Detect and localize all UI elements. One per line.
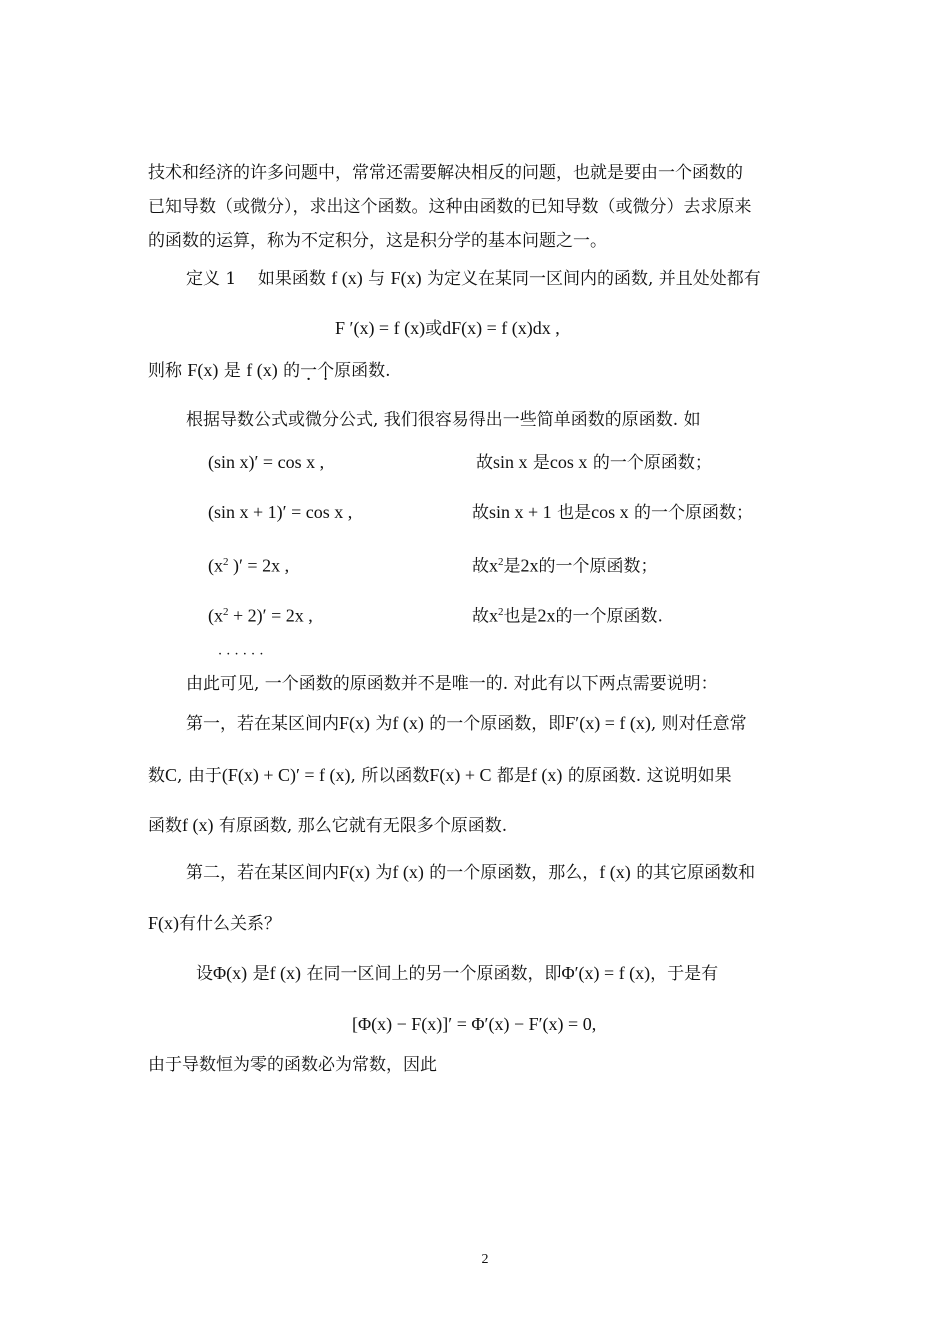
definition-conclusion: 则称 F(x) 是 f (x) 的一个原函数. bbox=[148, 360, 391, 381]
paragraph-thus: 由此可见, 一个函数的原函数并不是唯一的. 对此有以下两点需要说明： bbox=[186, 674, 718, 694]
example-4-left: $(x^2 + 2)' = 2x$ , bbox=[208, 605, 313, 626]
paragraph-intro-line2: 已知导数（或微分），求出这个函数。这种由函数的已知导数（或微分）去求原来 bbox=[148, 197, 752, 217]
example-2-left: (sin x + 1)′ = cos x , bbox=[208, 502, 353, 522]
difference-equation: [Φ(x) − F(x)]′ = Φ′(x) − F′(x) = 0, bbox=[352, 1014, 597, 1034]
paragraph-basis: 根据导数公式或微分公式, 我们很容易得出一些简单函数的原函数. 如 bbox=[186, 410, 701, 430]
paragraph-first-line3: 函数f (x) 有原函数, 那么它就有无限多个原函数. bbox=[148, 815, 508, 836]
paragraph-first-line2: 数C, 由于(F(x) + C)′ = f (x), 所以函数F(x) + C 都是f (x) 的原函数. 这说明如果 bbox=[148, 765, 732, 786]
paragraph-intro-line3: 的函数的运算，称为不定积分，这是积分学的基本问题之一。 bbox=[148, 231, 607, 251]
emphasis-char: 一 bbox=[300, 361, 318, 381]
example-2-right: 故sin x + 1 也是cos x 的一个原函数； bbox=[472, 502, 753, 523]
example-4-right: 故$x^2$也是2x的一个原函数. bbox=[472, 605, 663, 627]
example-3-right: 故$x^2$是2x的一个原函数； bbox=[472, 555, 658, 577]
example-3-left: ($x^2$ )′ = 2x , bbox=[208, 555, 290, 576]
paragraph-conclude: 由于导数恒为零的函数必为常数，因此 bbox=[148, 1055, 437, 1075]
definition-equation: F ′(x) = f (x)或dF(x) = f (x)dx , bbox=[335, 318, 560, 339]
emphasis-char: 个 bbox=[317, 361, 335, 381]
ellipsis: · · · · · · bbox=[218, 647, 264, 662]
paragraph-second-line1: 第二，若在某区间内F(x) 为f (x) 的一个原函数，那么，f (x) 的其它原函数和 bbox=[186, 862, 756, 883]
definition-label: 定义 1 bbox=[186, 269, 237, 289]
paragraph-first-line1: 第一，若在某区间内F(x) 为f (x) 的一个原函数，即F′(x) = f (x), 则对任意常 bbox=[186, 713, 747, 734]
example-1-right: 故sin x 是cos x 的一个原函数； bbox=[476, 452, 712, 473]
page-number: 2 bbox=[481, 1252, 489, 1267]
paragraph-let: 设Φ(x) 是f (x) 在同一区间上的另一个原函数，即Φ′(x) = f (x)，于是有 bbox=[196, 963, 719, 984]
example-1-left: (sin x)′ = cos x , bbox=[208, 452, 325, 472]
paragraph-intro-line1: 技术和经济的许多问题中，常常还需要解决相反的问题，也就是要由一个函数的 bbox=[148, 163, 743, 183]
definition-line: 定义 1 如果函数 f (x) 与 F(x) 为定义在某同一区间内的函数, 并且处处都有 bbox=[186, 268, 761, 289]
paragraph-second-line2: F(x)有什么关系？ bbox=[148, 913, 281, 934]
